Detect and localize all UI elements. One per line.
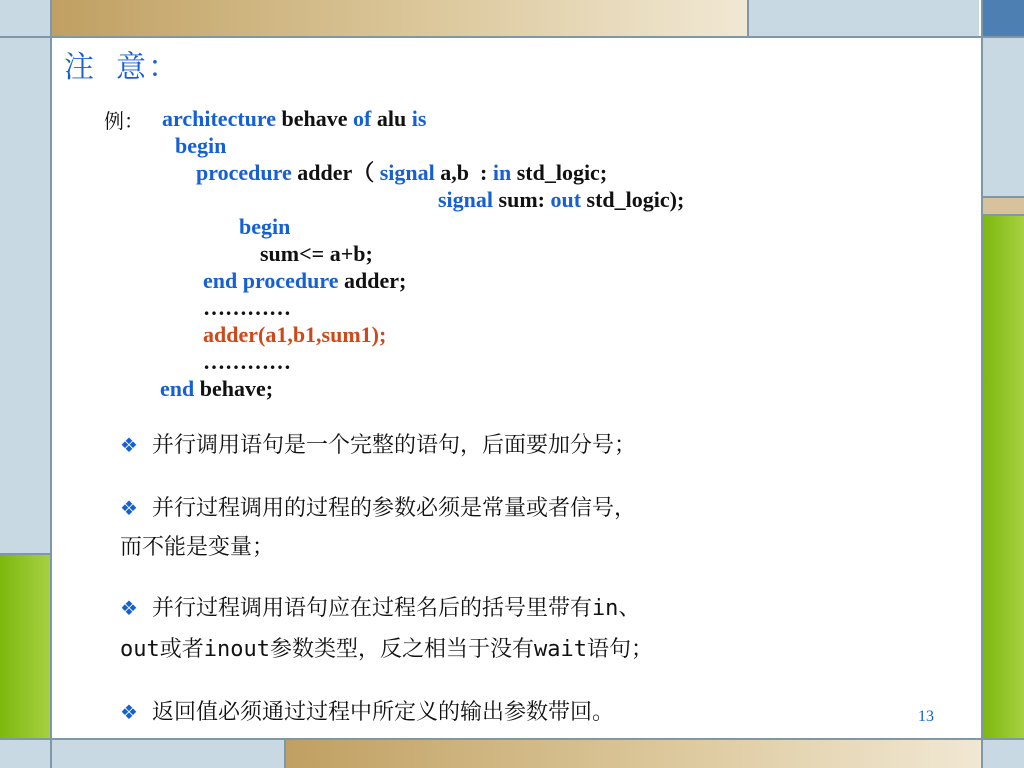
bullet-item-2: [120, 488, 920, 529]
frame-top-blue-bar: [749, 0, 979, 36]
code-keyword: is: [411, 106, 427, 131]
code-keyword: signal: [379, 160, 435, 185]
code-line-2: [175, 132, 226, 159]
bullet-item-4: [120, 692, 920, 733]
frame-right-divider-1: [983, 196, 1024, 198]
bullet-text: 返回值必须通过过程中所定义的输出参数带回。: [151, 700, 614, 725]
diamond-bullet-icon: ❖: [120, 700, 138, 724]
code-keyword: in: [492, 160, 512, 185]
code-keyword: signal: [438, 187, 494, 212]
code-keyword: architecture: [162, 106, 277, 131]
frame-bottom-divider: [0, 738, 1024, 740]
code-line-9: [203, 321, 386, 348]
code-line-1: [162, 105, 426, 132]
code-text: adder;: [338, 268, 407, 293]
code-line-10: [203, 348, 291, 375]
frame-bottom-blue-bar: [52, 740, 284, 768]
code-line-5: [239, 213, 290, 240]
code-ellipsis: …………: [203, 349, 291, 374]
frame-top-right-block: [983, 0, 1024, 36]
frame-left-divider: [0, 553, 52, 555]
code-text: alu: [371, 106, 412, 131]
code-keyword: end: [160, 376, 195, 401]
code-ellipsis: …………: [203, 295, 291, 320]
frame-top-left-block: [0, 0, 52, 36]
bullet-item-3-continued: [120, 630, 920, 670]
page-number: 13: [918, 708, 934, 725]
code-text: adder（: [291, 160, 380, 185]
frame-right-tan-strip: [983, 198, 1024, 214]
frame-top-vertical-line: [747, 0, 749, 36]
bullet-item-2-continued: [120, 528, 920, 568]
example-label: 例：: [104, 109, 144, 133]
diamond-bullet-icon: ❖: [120, 433, 138, 457]
code-text: behave: [276, 106, 354, 131]
diamond-bullet-icon: ❖: [120, 596, 138, 620]
bullet-text: out或者inout参数类型，反之相当于没有wait语句；: [120, 637, 653, 662]
bullet-text: 而不能是变量；: [120, 535, 275, 560]
frame-right-blue-column: [983, 38, 1024, 196]
frame-left-green-column: [0, 555, 50, 738]
code-keyword: out: [550, 187, 582, 212]
frame-bottom-left-block: [0, 740, 50, 768]
frame-bottom-vertical-line: [284, 740, 286, 768]
code-keyword: procedure: [196, 160, 292, 185]
frame-right-vertical-line: [981, 0, 983, 768]
frame-right-divider-2: [983, 214, 1024, 216]
code-line-3: [196, 159, 607, 186]
slide-title: 注 意：: [64, 50, 181, 85]
code-text: std_logic;: [511, 160, 608, 185]
bullet-text: 并行过程调用语句应在过程名后的括号里带有in、: [151, 596, 641, 621]
frame-bottom-right-block: [983, 740, 1024, 768]
code-text: sum:: [493, 187, 551, 212]
frame-top-tan-bar: [52, 0, 747, 36]
frame-top-divider: [0, 36, 1024, 38]
code-text: a,b :: [434, 160, 493, 185]
code-line-11: [160, 375, 273, 402]
code-keyword: of: [353, 106, 372, 131]
frame-right-green-column: [983, 216, 1024, 738]
bullet-text: 并行过程调用的过程的参数必须是常量或者信号，: [151, 496, 636, 521]
frame-left-blue-column: [0, 38, 50, 553]
frame-bottom-tan-bar: [286, 740, 983, 768]
code-line-8: [203, 294, 291, 321]
code-text: behave;: [194, 376, 274, 401]
frame-left-vertical-line: [50, 0, 52, 768]
code-line-6: [260, 240, 373, 267]
code-text: sum<= a+b;: [260, 241, 373, 266]
bullet-item-3: [120, 588, 920, 629]
bullet-item-1: [120, 425, 920, 466]
procedure-call: adder(a1,b1,sum1);: [203, 322, 387, 347]
code-line-4: [438, 186, 684, 213]
code-text: std_logic);: [581, 187, 685, 212]
diamond-bullet-icon: ❖: [120, 496, 138, 520]
bullet-text: 并行调用语句是一个完整的语句，后面要加分号；: [151, 433, 636, 458]
code-keyword: begin: [239, 214, 291, 239]
code-keyword: end procedure: [203, 268, 339, 293]
code-line-7: [203, 267, 406, 294]
code-keyword: begin: [175, 133, 227, 158]
